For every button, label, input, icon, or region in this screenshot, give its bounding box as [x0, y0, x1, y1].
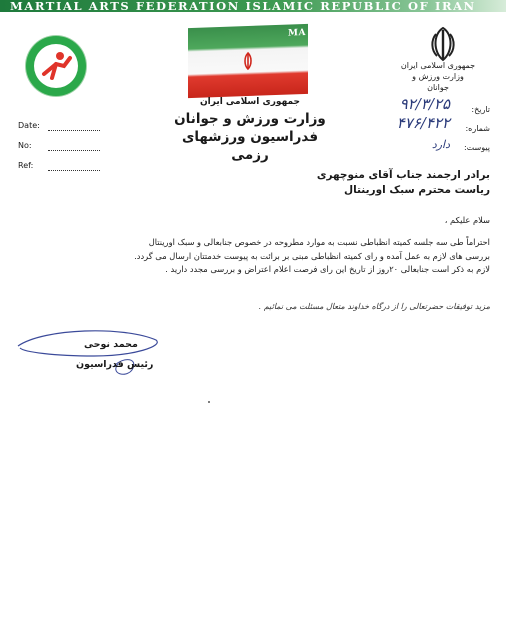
date-row-left [18, 111, 100, 131]
signature-block [14, 326, 164, 386]
no-line [48, 150, 100, 151]
attachment-value-fa: دارد [431, 138, 450, 151]
meta-right [380, 95, 490, 152]
letterhead-title [170, 96, 330, 164]
body-line-2: بررسی های لازم به عمل آمده و رای کمیته انظباطی مبنی بر برائت به پیوست خدمتتان ارسال می گردد. [134, 250, 490, 261]
no-label-en: No: [18, 141, 32, 150]
number-value-fa: ۴۷۶/۴۲۲ [396, 114, 450, 132]
logo-figure-icon [34, 44, 78, 88]
signature-scribble [14, 326, 164, 386]
flag-emblem-icon [238, 51, 258, 72]
letter-body [42, 236, 490, 277]
signatory-title: رئیس فدراسیون [76, 359, 154, 370]
body-line-3: لازم به ذکر است جنابعالی ۲۰روز از تاریخ این رای فرصت اعلام اعتراض و بررسی مجدد دارید . [165, 264, 490, 274]
date-label-en: Date: [18, 121, 40, 130]
flag-tab-text: MA [288, 27, 306, 39]
body-line-1: احتراماً طی سه جلسه کمیته انظباطی نسبت به موارد مطروحه در خصوص جنابعالی و سبک اورینتال [148, 237, 490, 247]
no-row-left [18, 131, 100, 151]
greeting: سلام علیکم ، [444, 215, 490, 225]
emblem-country: جمهوری اسلامی ایران [400, 61, 476, 70]
federation-name: فدراسیون ورزشهای رزمی [181, 129, 319, 163]
recipient-line-1: برادر ارجمند جناب آقای منوچهری [316, 169, 490, 181]
emblem-caption [400, 60, 476, 93]
iran-emblem-icon [423, 26, 463, 62]
recipient-line-2: ریاست محترم سبک اورینتال [343, 184, 490, 196]
date-row-fa [380, 95, 490, 114]
meta-left [18, 111, 100, 171]
signatory-name: محمد نوحی [84, 339, 138, 350]
closing-line: مزید توفیقات حضرتعالی را از درگاه خداوند متعال مسئلت می نمائیم . [258, 302, 490, 311]
speck [208, 401, 210, 403]
date-line [48, 130, 100, 131]
number-row-fa [380, 114, 490, 133]
country-name: جمهوری اسلامی ایران [199, 97, 301, 107]
attachment-row-fa [380, 133, 490, 152]
federation-logo [26, 36, 86, 96]
iran-flag [188, 24, 308, 98]
recipient [42, 168, 490, 198]
band-title: MARTIAL ARTS FEDERATION ISLAMIC REPUBLIC OF IRAN [10, 0, 476, 12]
ministry-name: وزارت ورزش و جوانان [174, 111, 326, 127]
attachment-label-fa: پیوست: [463, 143, 490, 152]
ref-label-en: Ref: [18, 161, 34, 170]
header-band [0, 0, 506, 12]
number-label-fa: شماره: [465, 124, 490, 133]
date-value-fa: ۹۲/۳/۲۵ [399, 95, 450, 113]
emblem-ministry: وزارت ورزش و جوانان [412, 72, 464, 92]
date-label-fa: تاریخ: [471, 105, 490, 114]
